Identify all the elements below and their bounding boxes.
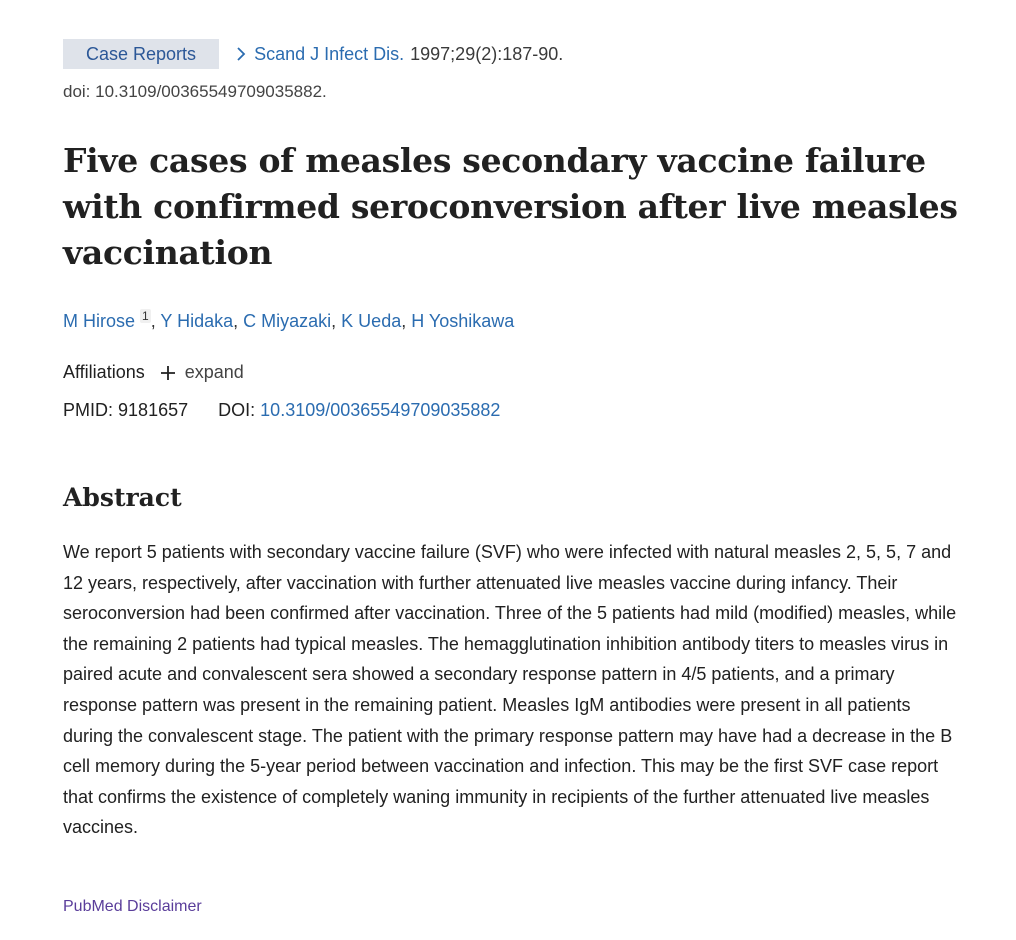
article-title: Five cases of measles secondary vaccine failure with confirmed seroconversion after live measles vaccination bbox=[63, 141, 958, 272]
chevron-right-icon[interactable] bbox=[234, 39, 250, 69]
affiliations-expand-toggle[interactable]: expand bbox=[184, 362, 244, 382]
plus-icon[interactable] bbox=[159, 364, 177, 382]
author-list: M Hirose $^1$ , Y Hidaka, C Miyazaki, K Ueda, H Yoshikawa bbox=[63, 309, 515, 331]
affiliations-label: Affiliations bbox=[63, 362, 145, 382]
abstract-text: We report 5 patients with secondary vaccine failure (SVF) who were infected with natural measles 2, 5, 5, 7 and 12 years, respectively, after vaccination with further attenuated live measles vaccine during infancy. Their seroconversion had been confirmed after vaccination. Three of the 5 patients had mild (modified) measles, while the remaining 2 patients had typical measles. The hemagglutination inhibition antibody titers to measles virus in paired acute and convalescent sera showed a secondary response pattern in 4/5 patients, and a primary response pattern was present in the remaining patient. Measles IgM antibodies were present in all patients during the convalescent stage. The patient with the primary response pattern may have had a decrease in the B cell memory during the 5-year period between vaccination and infection. This may be the first SVF case report that confirms the existence of completely waning immunity in recipients of the further attenuated live measles vaccines. bbox=[63, 542, 957, 838]
affiliation-marker[interactable]: 1 bbox=[142, 309, 149, 323]
pmid-label: PMID: bbox=[63, 400, 114, 420]
pmid-value: 9181657 bbox=[118, 400, 189, 420]
doi-citation-line: doi: 10.3109/00365549709035882. bbox=[63, 82, 327, 101]
doi-link[interactable]: 10.3109/00365549709035882 bbox=[260, 400, 501, 420]
author-link[interactable]: C Miyazaki bbox=[243, 311, 332, 331]
journal-link[interactable]: Scand J Infect Dis. bbox=[254, 43, 405, 64]
author-link[interactable]: H Yoshikawa bbox=[411, 311, 515, 331]
pubmed-disclaimer-link[interactable]: PubMed Disclaimer bbox=[63, 898, 202, 915]
citation-bar bbox=[63, 39, 563, 69]
abstract-heading: Abstract bbox=[63, 483, 182, 512]
citation-details: 1997;29(2):187-90. bbox=[410, 43, 564, 64]
author-link[interactable]: Y Hidaka bbox=[160, 311, 234, 331]
article-type-badge: Case Reports bbox=[63, 39, 219, 69]
author-link[interactable]: M Hirose bbox=[63, 311, 136, 331]
affiliations-row bbox=[63, 362, 244, 383]
doi-label: DOI: bbox=[218, 400, 256, 420]
identifiers-row bbox=[63, 400, 500, 421]
author-link[interactable]: K Ueda bbox=[341, 311, 402, 331]
